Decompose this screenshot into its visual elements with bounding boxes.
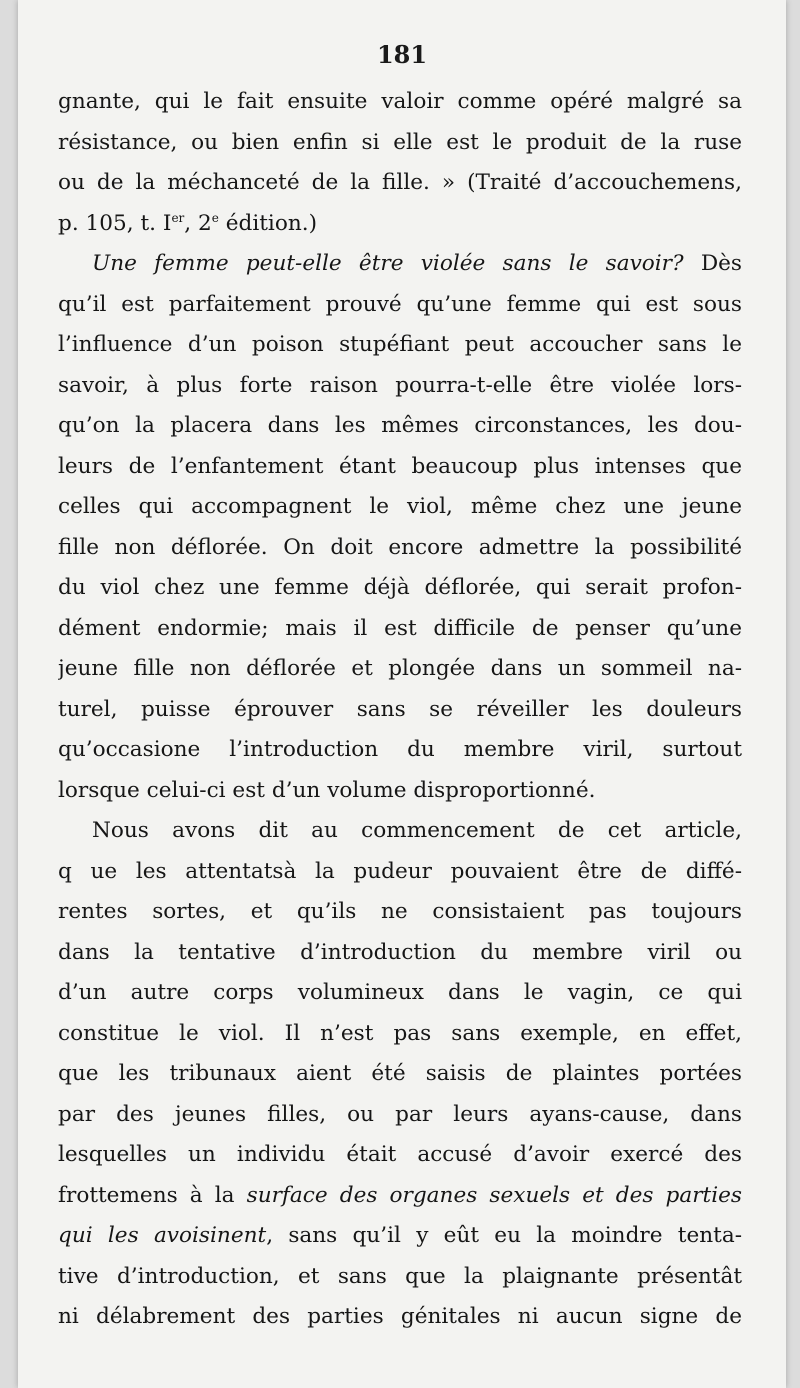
text-line: gnante, qui le fait ensuite valoir comme opéré malgré sa <box>58 89 742 114</box>
text-line: lesquelles un individu était accusé d’avoir exercé des <box>58 1142 742 1167</box>
text-line: l’influence d’un poison stupéfiant peut accoucher sans le <box>58 332 742 357</box>
text-line: jeune fille non déflorée et plongée dans un sommeil na- <box>58 656 742 681</box>
text-line: qui les avoisinent, sans qu’il y eût eu la moindre tenta- <box>58 1223 742 1248</box>
page-body-text <box>58 82 742 1338</box>
text-line: savoir, à plus forte raison pourra-t-elle être violée lors- <box>58 372 742 398</box>
text-line: constitue le viol. Il n’est pas sans exemple, en effet, <box>58 1020 742 1046</box>
page-number: 181 <box>376 40 428 69</box>
text-line: rentes sortes, et qu’ils ne consistaient pas toujours <box>58 899 742 924</box>
text-line: Nous avons dit au commencement de cet article, <box>92 818 742 843</box>
text-line: turel, puisse éprouver sans se réveiller les douleurs <box>58 696 742 722</box>
text-line: ni délabrement des parties génitales ni aucun signe de <box>58 1304 742 1329</box>
text-line: lorsque celui-ci est d’un volume disproportionné. <box>58 777 596 803</box>
text-line: par des jeunes filles, ou par leurs ayans-cause, dans <box>58 1101 742 1127</box>
text-line: p. 105, t. Ier, 2e édition.) <box>58 210 318 236</box>
text-line: tive d’introduction, et sans que la plaignante présentât <box>58 1263 742 1289</box>
text-line: d’un autre corps volumineux dans le vagin, ce qui <box>58 980 742 1005</box>
text-line: dans la tentative d’introduction du membre viril ou <box>58 939 742 965</box>
text-line: ou de la méchanceté de la fille. » (Traité d’accouchemens, <box>58 170 742 195</box>
text-line: leurs de l’enfantement étant beaucoup plus intenses que <box>58 453 742 479</box>
text-line: frottemens à la surface des organes sexuels et des parties <box>58 1182 742 1208</box>
text-line: résistance, ou bien enfin si elle est le produit de la ruse <box>58 129 742 155</box>
text-line: Une femme peut-elle être violée sans le savoir? Dès <box>92 251 742 276</box>
text-line: que les tribunaux aient été saisis de plaintes portées <box>58 1061 742 1086</box>
text-line: celles qui accompagnent le viol, même chez une jeune <box>58 494 742 519</box>
text-line: qu’occasione l’introduction du membre viril, surtout <box>58 737 742 762</box>
text-line: q ue les attentatsà la pudeur pouvaient être de diffé- <box>58 858 742 884</box>
text-line: fille non déflorée. On doit encore admettre la possibilité <box>58 534 742 560</box>
text-line: du viol chez une femme déjà déflorée, qui serait profon- <box>58 575 742 600</box>
text-line: qu’on la placera dans les mêmes circonstances, les dou- <box>58 413 742 438</box>
text-line: dément endormie; mais il est difficile de penser qu’une <box>58 615 742 641</box>
book-page <box>18 0 786 1388</box>
text-line: qu’il est parfaitement prouvé qu’une femme qui est sous <box>58 291 742 317</box>
